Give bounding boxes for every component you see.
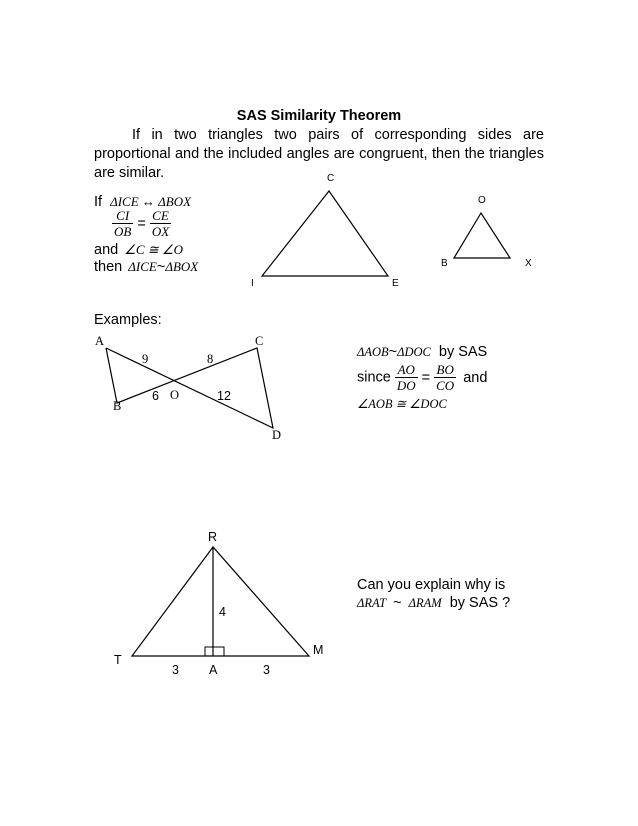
label-a-ex2: A [209, 663, 218, 677]
and-word: and [463, 369, 488, 386]
page-title: SAS Similarity Theorem [236, 108, 402, 124]
label-o: O [478, 195, 486, 206]
theorem-text: If in two triangles two pairs of corresponding sides are proportional and the included angles are congruent, then the triangles are similar. [94, 127, 544, 181]
triangle-ice [262, 191, 388, 276]
since-word: since [357, 369, 391, 386]
ratio-ao-do [395, 362, 418, 393]
length-ta: 3 [172, 663, 179, 677]
label-o-ex1: O [170, 388, 180, 402]
ratio-bo-co [434, 362, 456, 393]
equals-sign: = [137, 215, 146, 232]
example1-since [357, 362, 487, 393]
label-i: I [251, 278, 254, 289]
length-ao: 9 [142, 352, 149, 366]
angle-statement: ∠C ≅ ∠O [124, 242, 183, 257]
conclusion-left: ΔICE [128, 259, 157, 274]
question-line2 [357, 595, 510, 611]
label-d-ex1: D [272, 428, 282, 442]
length-bo: 6 [152, 389, 159, 403]
label-a-ex1: A [95, 334, 105, 348]
example1-angle [357, 396, 447, 412]
ratio-num: CI [112, 208, 133, 224]
ex1-left: ΔAOB [357, 345, 389, 359]
label-r: R [208, 530, 218, 544]
then-word: then [94, 259, 123, 275]
label-e: E [392, 278, 399, 289]
q-left: ΔRAT [357, 596, 387, 610]
ratio-den: OB [114, 224, 132, 239]
label-c: C [327, 173, 335, 184]
conclusion-right: ΔBOX [165, 259, 199, 274]
ratio-den: CO [436, 378, 455, 393]
triangle-rtm [132, 547, 309, 656]
ex1-tilde: ~ [388, 344, 398, 360]
ex1-right: ΔDOC [397, 345, 431, 359]
length-do: 12 [217, 389, 231, 403]
length-co: 8 [207, 352, 214, 366]
example1-similarity [357, 344, 487, 360]
ex1-by-sas: by SAS [438, 344, 488, 360]
ratio-den: OX [151, 224, 170, 239]
label-b-ex1: B [113, 399, 122, 413]
ratio-num: AO [395, 362, 418, 378]
equals-sign: = [421, 369, 431, 386]
length-height: 4 [219, 605, 226, 619]
q-right: ΔRAM [408, 596, 442, 610]
label-t: T [114, 653, 122, 667]
question-line1: Can you explain why is [357, 577, 506, 593]
ratio-num: CE [150, 208, 171, 224]
label-x: X [525, 258, 532, 269]
and-word: and [94, 242, 119, 258]
triangle-box [454, 213, 510, 258]
examples-label: Examples: [94, 312, 162, 328]
correspondence: ΔICE ↔ ΔBOX [110, 194, 192, 209]
example1-figure [106, 348, 273, 428]
ex1-angle-statement: ∠AOB ≅ ∠DOC [357, 397, 447, 411]
length-am: 3 [263, 663, 270, 677]
similar-tilde: ~ [156, 259, 166, 275]
label-c-ex1: C [255, 334, 264, 348]
ratio-num: BO [434, 362, 456, 378]
q-tilde: ~ [393, 595, 402, 611]
label-b: B [441, 258, 448, 269]
if-word: If [94, 194, 103, 210]
q-tail: by SAS ? [449, 595, 511, 611]
ratio-den: DO [396, 378, 416, 393]
right-angle-mark [205, 647, 224, 656]
label-m: M [313, 643, 324, 657]
